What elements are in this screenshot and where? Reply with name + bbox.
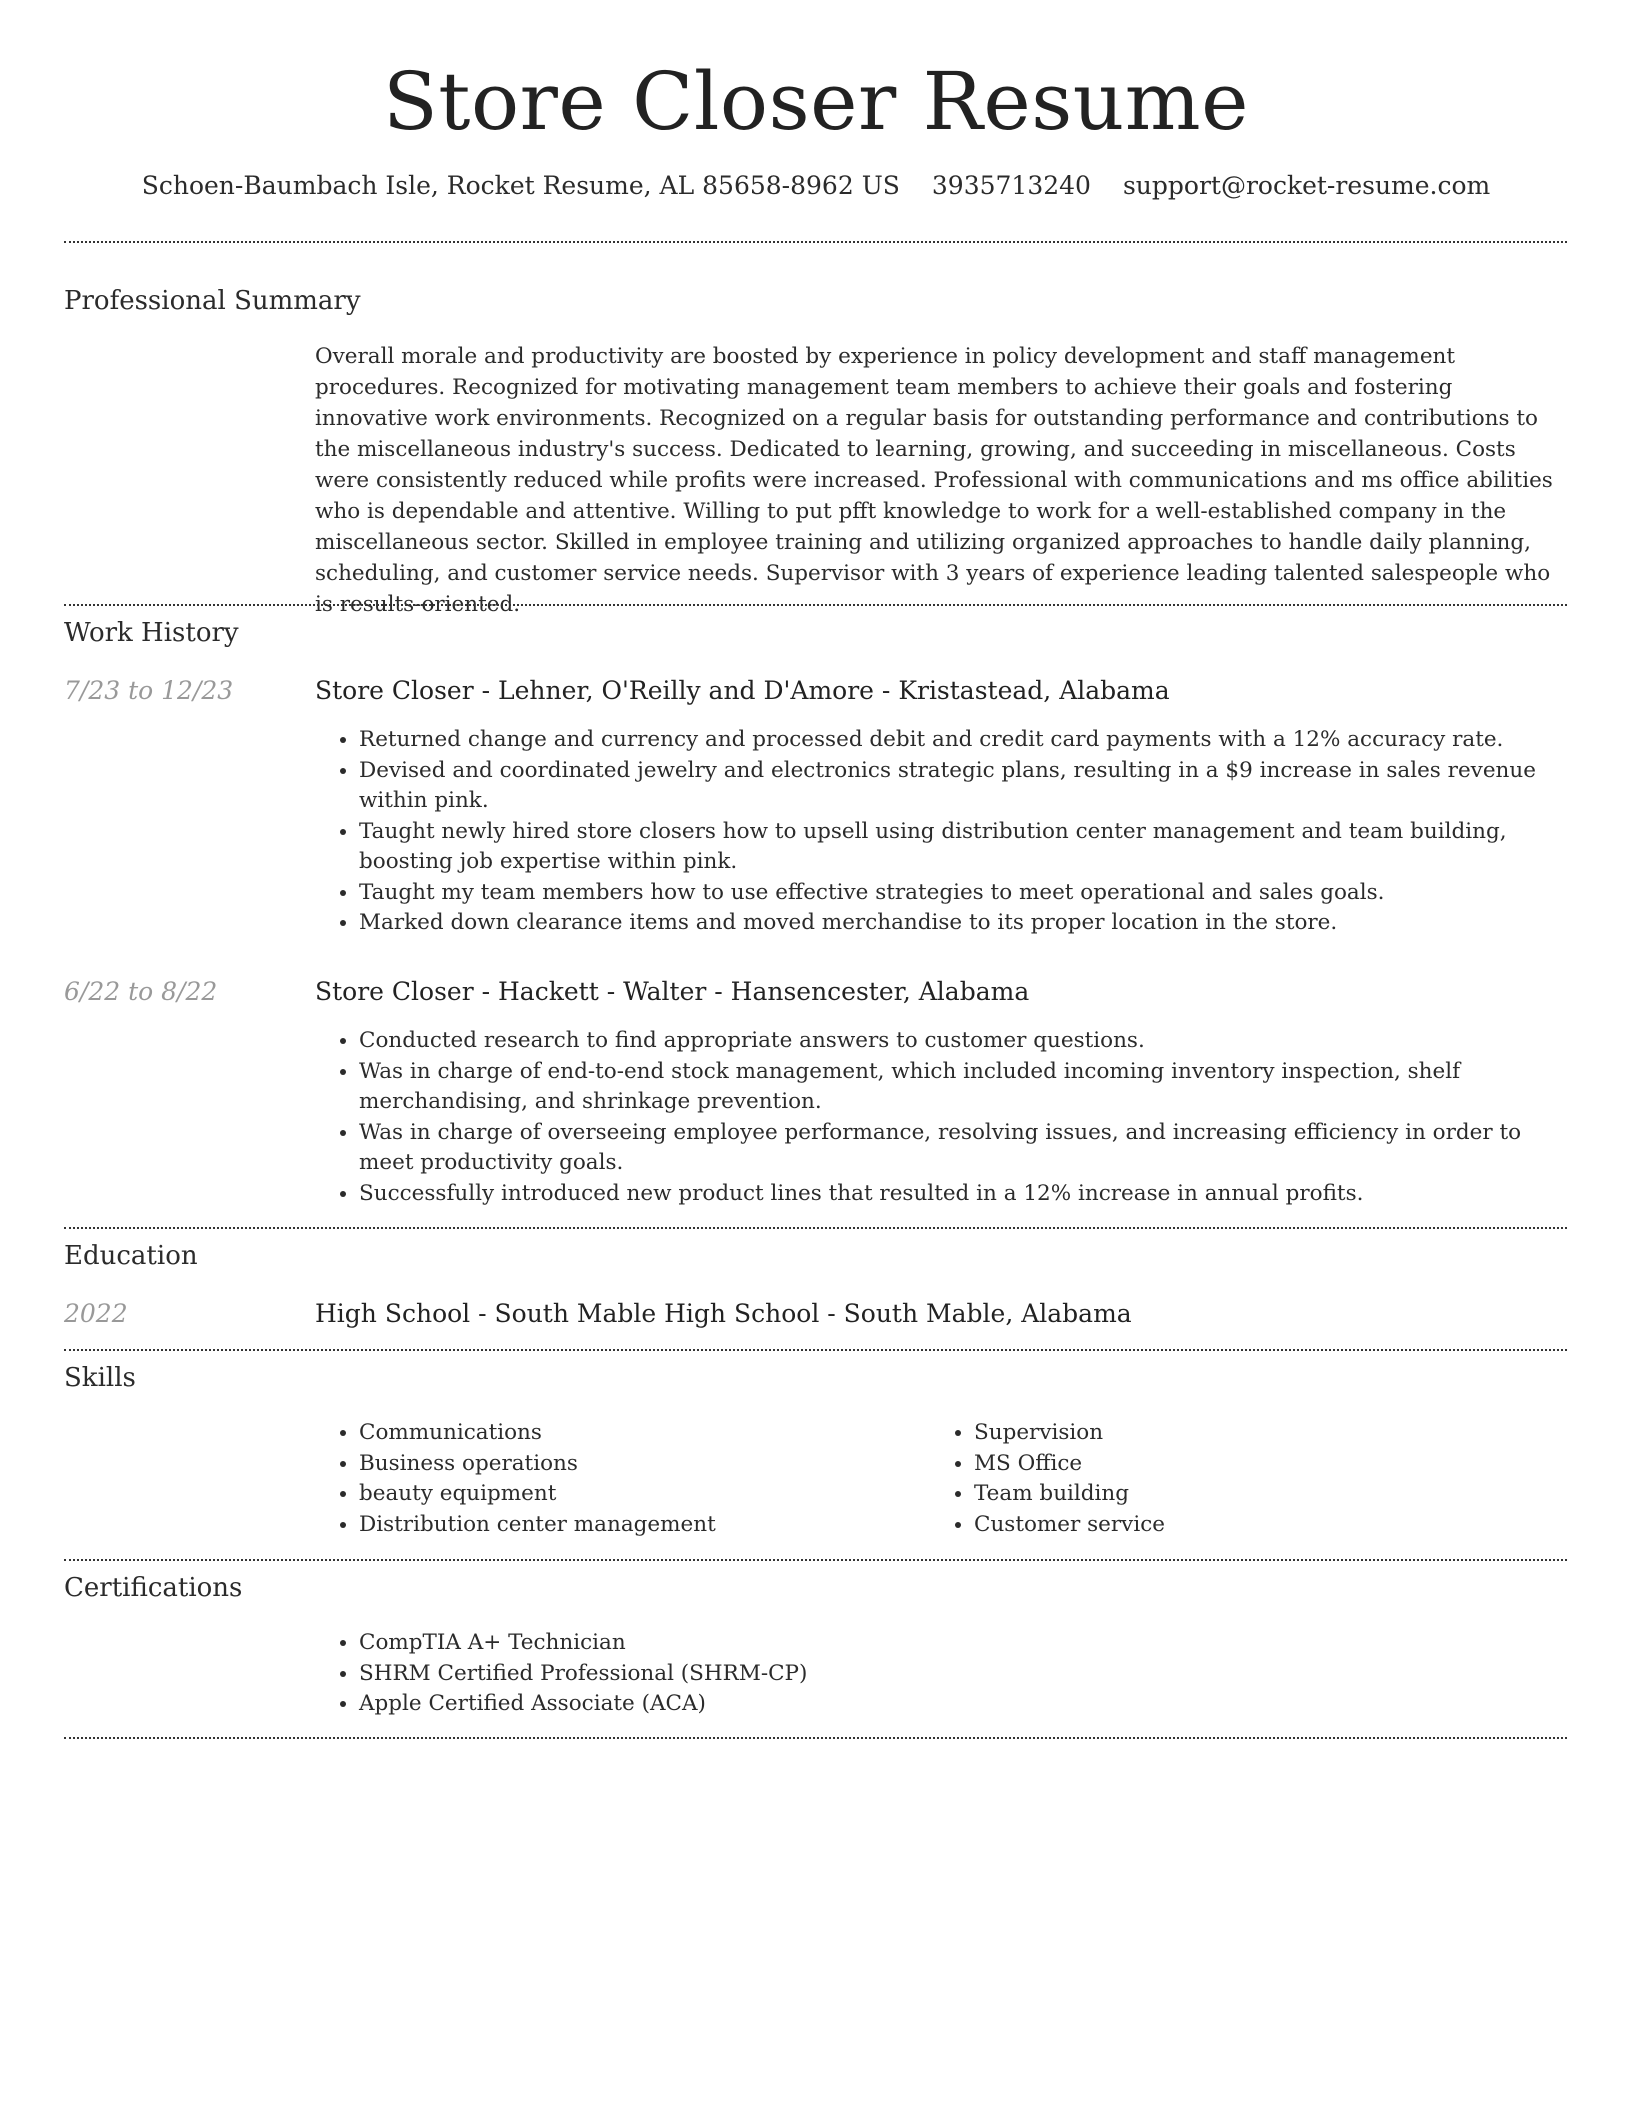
list-item: • Was in charge of end-to-end stock management, which included incoming inventory inspection, shelf merchandising, and shrinkage prevention. — [359, 1057, 1567, 1118]
contact-email: support@rocket-resume.com — [1122, 171, 1491, 200]
list-item: • Successfully introduced new product lines that resulted in a 12% increase in annual profits. — [359, 1179, 1567, 1210]
contact-phone: 3935713240 — [931, 171, 1091, 200]
header-divider — [64, 241, 1567, 243]
section-divider — [64, 1559, 1567, 1561]
list-item: • Distribution center management — [359, 1510, 959, 1541]
certifications-heading: Certifications — [64, 1573, 243, 1603]
work-history-heading: Work History — [64, 618, 239, 648]
list-item: • Apple Certified Associate (ACA) — [359, 1689, 1567, 1720]
list-item: • SHRM Certified Professional (SHRM-CP) — [359, 1659, 1567, 1690]
section-divider — [64, 1349, 1567, 1351]
contact-line — [0, 169, 1632, 203]
list-item: • Taught newly hired store closers how to upsell using distribution center management and team building, boosting job expertise within pink. — [359, 817, 1567, 878]
education-entry: High School - South Mable High School - South Mable, Alabama — [315, 1299, 1132, 1328]
education-heading: Education — [64, 1241, 198, 1271]
certifications-list — [315, 1628, 1567, 1720]
job-bullets — [315, 725, 1567, 939]
list-item: • Devised and coordinated jewelry and electronics strategic plans, resulting in a $9 increase in sales revenue within pink. — [359, 756, 1567, 817]
summary-text: Overall morale and productivity are boosted by experience in policy development and staff management procedures. Recognized for motivating management team members to achieve their goals and fostering innovative work environments. Recognized on a regular basis for outstanding performance and contributions to the miscellaneous industry's success. Dedicated to learning, growing, and succeeding in miscellaneous. Costs were consistently reduced while profits were increased. Professional with communications and ms office abilities who is dependable and attentive. Willing to put pfft knowledge to work for a well-established company in the miscellaneous sector. Skilled in employee training and utilizing organized approaches to handle daily planning, scheduling, and customer service needs. Supervisor with 3 years of experience leading talented salespeople who is results-oriented. — [315, 344, 1553, 617]
skills-list-left — [315, 1418, 959, 1540]
section-divider — [64, 1227, 1567, 1229]
list-item: • Marked down clearance items and moved merchandise to its proper location in the store. — [359, 908, 1567, 939]
section-divider — [64, 1737, 1567, 1739]
list-item: • Returned change and currency and processed debit and credit card payments with a 12% accuracy rate. — [359, 725, 1567, 756]
list-item: • Business operations — [359, 1449, 959, 1480]
list-item: • Communications — [359, 1418, 959, 1449]
skills-list-right — [930, 1418, 1574, 1540]
skills-heading: Skills — [64, 1363, 136, 1393]
list-item: • Team building — [974, 1479, 1574, 1510]
list-item: • MS Office — [974, 1449, 1574, 1480]
list-item: • Conducted research to find appropriate answers to customer questions. — [359, 1026, 1567, 1057]
resume-title: Store Closer Resume — [382, 55, 1250, 148]
list-item: • Taught my team members how to use effective strategies to meet operational and sales goals. — [359, 878, 1567, 909]
job-title: Store Closer - Lehner, O'Reilly and D'Amore - Kristastead, Alabama — [315, 676, 1170, 705]
job-title: Store Closer - Hackett - Walter - Hansencester, Alabama — [315, 977, 1030, 1006]
job-dates: 7/23 to 12/23 — [64, 676, 234, 705]
job-dates: 6/22 to 8/22 — [64, 977, 218, 1006]
contact-address: Schoen-Baumbach Isle, Rocket Resume, AL 85658-8962 US — [141, 171, 900, 200]
education-year: 2022 — [64, 1299, 128, 1328]
list-item: • Customer service — [974, 1510, 1574, 1541]
summary-heading: Professional Summary — [64, 286, 361, 316]
job-bullets — [315, 1026, 1567, 1209]
list-item: • Was in charge of overseeing employee performance, resolving issues, and increasing efficiency in order to meet productivity goals. — [359, 1118, 1567, 1179]
list-item: • Supervision — [974, 1418, 1574, 1449]
list-item: • beauty equipment — [359, 1479, 959, 1510]
section-divider — [64, 604, 1567, 606]
list-item: • CompTIA A+ Technician — [359, 1628, 1567, 1659]
